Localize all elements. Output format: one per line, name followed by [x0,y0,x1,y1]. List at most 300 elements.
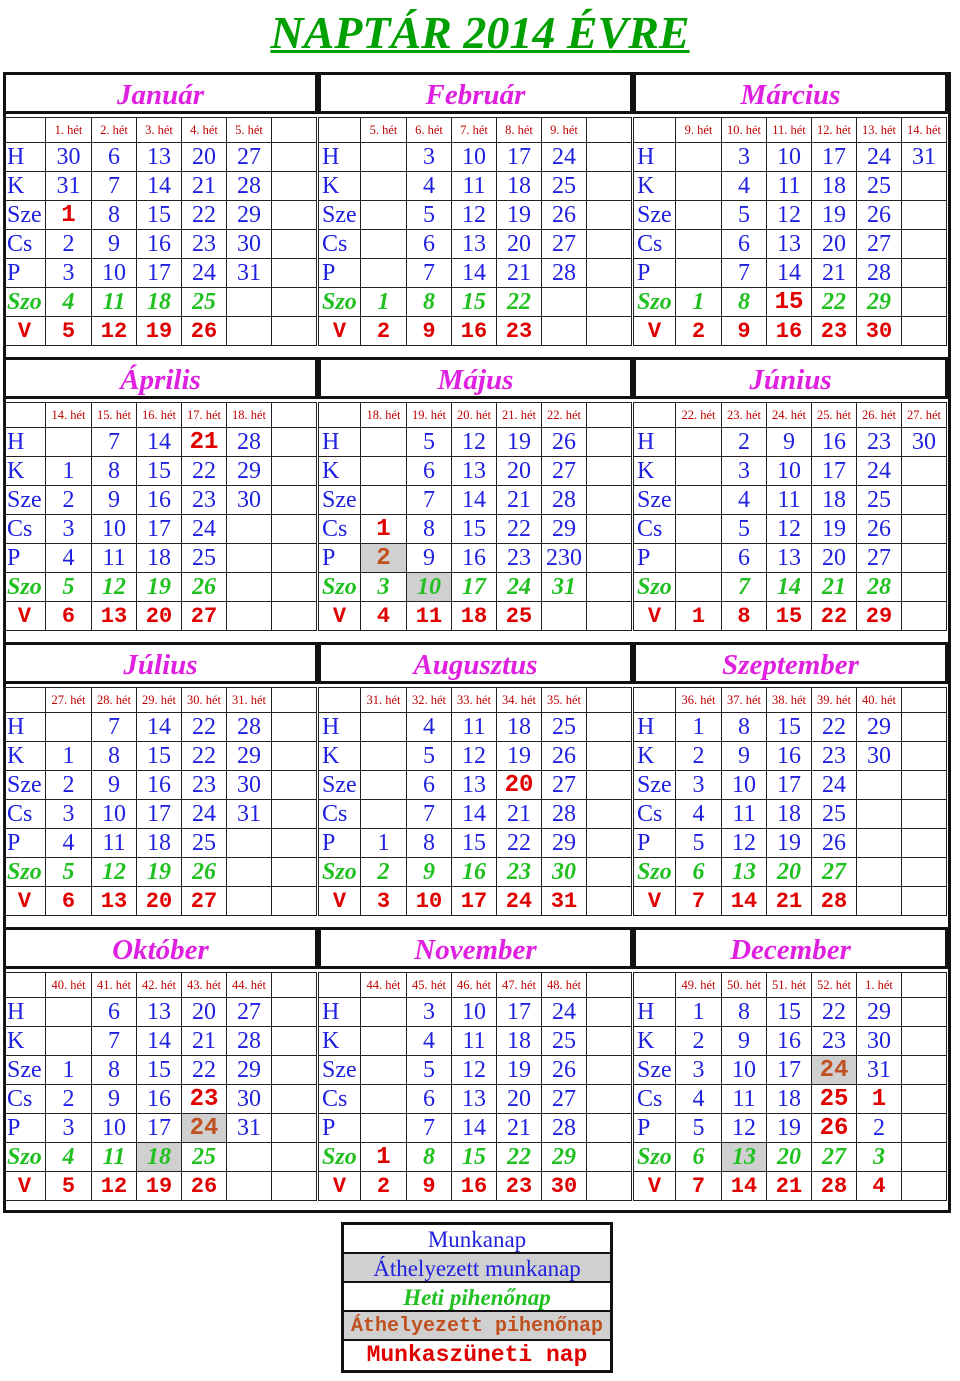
date-cell [902,515,947,544]
date-cell: 1 [676,288,722,317]
date-cell: 12 [92,858,137,887]
week-label-empty [319,118,361,143]
day-label: P [4,1114,46,1143]
date-cell: 8 [92,201,137,230]
date-cell: 15 [137,742,182,771]
date-cell [361,230,407,259]
date-cell: 27 [857,544,902,573]
date-cell: 2 [676,742,722,771]
month-block [318,927,633,1212]
date-cell [227,288,272,317]
date-cell: 10 [452,998,497,1027]
date-cell: 16 [812,428,857,457]
day-label: V [4,1172,46,1201]
day-label: K [634,1027,676,1056]
day-label: K [634,172,676,201]
date-cell: 17 [497,143,542,172]
date-cell: 23 [857,428,902,457]
date-cell: 21 [812,259,857,288]
day-label: P [634,1114,676,1143]
date-cell [227,573,272,602]
date-cell: 12 [92,573,137,602]
date-cell [46,1027,92,1056]
week-label-empty [4,403,46,428]
date-cell: 25 [182,288,227,317]
date-cell: 24 [812,1056,857,1085]
month-block [633,357,948,642]
date-cell: 13 [767,230,812,259]
date-cell: 7 [92,172,137,201]
date-cell: 17 [137,800,182,829]
date-cell: 8 [92,1056,137,1085]
date-cell [902,201,947,230]
date-cell [676,486,722,515]
date-cell [902,771,947,800]
date-cell [272,573,317,602]
date-cell: 24 [497,573,542,602]
date-cell [227,887,272,916]
week-number: 51. hét [767,973,812,998]
date-cell: 25 [542,172,587,201]
date-cell: 18 [812,172,857,201]
week-number [902,688,947,713]
month-block [3,927,318,1212]
date-cell: 13 [137,998,182,1027]
date-cell: 11 [722,800,767,829]
date-cell: 8 [407,1143,452,1172]
day-label: Cs [319,1085,361,1114]
legend-moved-workday: Áthelyezett munkanap [344,1254,610,1283]
date-cell: 18 [497,1027,542,1056]
date-cell: 22 [812,998,857,1027]
date-cell: 3 [857,1143,902,1172]
week-number: 2. hét [92,118,137,143]
date-cell: 6 [46,887,92,916]
date-cell: 30 [542,1172,587,1201]
day-label: K [4,742,46,771]
week-label-empty [634,688,676,713]
date-cell [587,800,632,829]
day-label: Cs [4,230,46,259]
date-cell: 18 [137,1143,182,1172]
week-number: 48. hét [542,973,587,998]
date-cell: 6 [722,544,767,573]
day-label: Sze [634,201,676,230]
date-cell: 8 [722,998,767,1027]
date-cell [46,713,92,742]
day-label: V [634,602,676,631]
date-cell: 31 [227,800,272,829]
date-cell: 24 [857,143,902,172]
week-number: 50. hét [722,973,767,998]
date-cell: 10 [92,1114,137,1143]
date-cell: 12 [452,1056,497,1085]
date-cell: 3 [722,457,767,486]
date-cell: 12 [722,829,767,858]
date-cell: 15 [137,1056,182,1085]
date-cell [587,143,632,172]
date-cell [361,486,407,515]
month-block [318,642,633,927]
date-cell: 9 [722,742,767,771]
week-number: 18. hét [227,403,272,428]
date-cell [587,1143,632,1172]
date-cell: 25 [812,1085,857,1114]
date-cell: 13 [722,858,767,887]
date-cell: 18 [452,602,497,631]
date-cell [587,1056,632,1085]
week-number [587,118,632,143]
date-cell: 27 [542,1085,587,1114]
month-block [633,927,948,1212]
day-label: Szo [634,1143,676,1172]
date-cell [227,1172,272,1201]
date-cell [227,317,272,346]
date-cell: 24 [182,259,227,288]
date-cell: 1 [361,515,407,544]
date-cell: 27 [812,1143,857,1172]
date-cell: 28 [542,1114,587,1143]
date-cell: 29 [857,713,902,742]
week-number: 22. hét [676,403,722,428]
date-cell: 17 [452,887,497,916]
date-cell [361,742,407,771]
date-cell: 29 [857,998,902,1027]
month-block [3,642,318,927]
week-number: 9. hét [676,118,722,143]
date-cell: 29 [227,201,272,230]
date-cell: 23 [497,1172,542,1201]
date-cell [272,1085,317,1114]
week-number: 42. hét [137,973,182,998]
date-cell: 23 [812,317,857,346]
day-label: Sze [634,1056,676,1085]
date-cell: 14 [767,573,812,602]
date-cell [272,1172,317,1201]
date-cell: 26 [182,858,227,887]
date-cell [272,771,317,800]
date-cell [857,771,902,800]
date-cell: 6 [407,457,452,486]
date-cell: 5 [407,201,452,230]
day-label: P [319,829,361,858]
date-cell: 30 [227,771,272,800]
date-cell [902,486,947,515]
date-cell: 29 [542,515,587,544]
date-cell: 5 [407,428,452,457]
date-cell: 20 [767,1143,812,1172]
date-cell: 28 [812,1172,857,1201]
day-label: V [319,602,361,631]
day-label: H [319,713,361,742]
date-cell [361,800,407,829]
week-number: 39. hét [812,688,857,713]
date-cell: 6 [407,771,452,800]
date-cell: 12 [452,428,497,457]
day-label: V [319,887,361,916]
date-cell: 21 [182,1027,227,1056]
day-label: Sze [4,201,46,230]
date-cell [902,713,947,742]
date-cell: 14 [452,800,497,829]
date-cell: 22 [497,515,542,544]
week-number: 7. hét [452,118,497,143]
week-number [902,973,947,998]
date-cell [902,1114,947,1143]
month-name: Február [318,72,633,114]
date-cell: 7 [407,800,452,829]
date-cell: 16 [452,858,497,887]
date-cell: 8 [407,515,452,544]
day-label: Szo [319,288,361,317]
week-number: 30. hét [182,688,227,713]
date-cell [227,544,272,573]
date-cell [902,573,947,602]
month-name: Október [3,927,318,969]
date-cell [272,742,317,771]
date-cell: 16 [137,771,182,800]
date-cell: 14 [452,259,497,288]
date-cell: 20 [812,230,857,259]
legend-workday: Munkanap [344,1225,610,1254]
date-cell [587,1085,632,1114]
date-cell [272,829,317,858]
date-cell: 29 [542,829,587,858]
date-cell: 22 [182,201,227,230]
date-cell: 12 [767,201,812,230]
week-label-empty [319,688,361,713]
week-label-empty [4,973,46,998]
date-cell: 9 [767,428,812,457]
date-cell: 16 [137,230,182,259]
week-label-empty [4,118,46,143]
date-cell: 9 [407,858,452,887]
date-cell: 3 [361,573,407,602]
date-cell [857,887,902,916]
week-number: 19. hét [407,403,452,428]
date-cell [587,1114,632,1143]
date-cell: 10 [407,887,452,916]
date-cell [587,259,632,288]
date-cell: 30 [227,1085,272,1114]
date-cell: 20 [812,544,857,573]
date-cell: 7 [722,573,767,602]
date-cell [227,515,272,544]
date-cell [587,486,632,515]
date-cell [676,259,722,288]
date-cell: 15 [767,998,812,1027]
week-number: 13. hét [857,118,902,143]
date-cell: 4 [676,800,722,829]
date-cell: 2 [722,428,767,457]
date-cell: 5 [676,829,722,858]
week-label-empty [634,403,676,428]
date-cell: 21 [812,573,857,602]
date-cell: 3 [407,998,452,1027]
date-cell: 10 [92,259,137,288]
date-cell [361,428,407,457]
date-cell: 4 [46,288,92,317]
date-cell: 30 [857,742,902,771]
date-cell: 1 [857,1085,902,1114]
day-label: Szo [319,1143,361,1172]
week-number: 3. hét [137,118,182,143]
date-cell: 14 [452,1114,497,1143]
date-cell: 27 [542,230,587,259]
day-label: Szo [4,858,46,887]
date-cell: 3 [46,800,92,829]
date-cell [857,800,902,829]
date-cell: 11 [452,713,497,742]
date-cell: 31 [902,143,947,172]
date-cell: 23 [182,771,227,800]
day-label: K [319,1027,361,1056]
date-cell [902,858,947,887]
date-cell: 13 [452,457,497,486]
date-cell: 5 [407,742,452,771]
week-label-empty [634,973,676,998]
week-number [272,118,317,143]
date-cell: 30 [857,1027,902,1056]
date-cell: 14 [137,1027,182,1056]
week-number: 14. hét [46,403,92,428]
day-label: Szo [634,288,676,317]
day-label: K [319,742,361,771]
date-cell: 10 [767,457,812,486]
week-number: 49. hét [676,973,722,998]
date-cell [272,887,317,916]
date-cell: 10 [407,573,452,602]
date-cell: 4 [722,172,767,201]
week-number [587,973,632,998]
week-number: 23. hét [722,403,767,428]
day-label: P [319,544,361,573]
date-cell: 2 [46,486,92,515]
date-cell: 19 [497,201,542,230]
date-cell [902,288,947,317]
day-label: V [634,317,676,346]
date-cell [587,515,632,544]
date-cell [272,143,317,172]
day-label: Cs [634,230,676,259]
date-cell: 16 [452,317,497,346]
week-number: 5. hét [361,118,407,143]
date-cell: 13 [767,544,812,573]
date-cell: 20 [182,998,227,1027]
week-number: 32. hét [407,688,452,713]
date-cell: 11 [92,544,137,573]
date-cell: 13 [92,602,137,631]
date-cell [676,573,722,602]
date-cell: 18 [137,544,182,573]
date-cell: 14 [137,428,182,457]
date-cell: 8 [92,742,137,771]
date-cell [361,1056,407,1085]
week-number: 14. hét [902,118,947,143]
date-cell: 3 [46,515,92,544]
day-label: P [4,259,46,288]
date-cell [902,230,947,259]
date-cell [272,486,317,515]
day-label: V [4,317,46,346]
date-cell: 26 [542,428,587,457]
date-cell: 19 [497,1056,542,1085]
week-number: 12. hét [812,118,857,143]
date-cell: 26 [182,317,227,346]
month-block [633,642,948,927]
date-cell: 16 [137,1085,182,1114]
date-cell: 31 [542,887,587,916]
date-cell: 2 [361,544,407,573]
date-cell: 26 [857,515,902,544]
week-number: 6. hét [407,118,452,143]
date-cell: 1 [46,742,92,771]
week-number: 9. hét [542,118,587,143]
day-label: Sze [319,771,361,800]
month-name: Január [3,72,318,114]
date-cell: 18 [497,713,542,742]
date-cell: 30 [227,230,272,259]
week-number: 10. hét [722,118,767,143]
date-cell: 31 [46,172,92,201]
week-number: 37. hét [722,688,767,713]
date-cell: 25 [542,713,587,742]
week-number: 36. hét [676,688,722,713]
date-cell [361,1027,407,1056]
date-cell [227,1143,272,1172]
date-cell: 19 [767,829,812,858]
month-name: Szeptember [633,642,948,684]
date-cell: 4 [407,172,452,201]
date-cell: 4 [361,602,407,631]
date-cell: 21 [767,1172,812,1201]
day-label: Szo [319,573,361,602]
week-number: 17. hét [182,403,227,428]
date-cell: 22 [497,288,542,317]
date-cell [902,1027,947,1056]
date-cell [272,515,317,544]
week-number: 41. hét [92,973,137,998]
date-cell: 4 [407,713,452,742]
week-number: 11. hét [767,118,812,143]
date-cell: 29 [227,1056,272,1085]
date-cell: 30 [46,143,92,172]
month-name: Június [633,357,948,399]
date-cell: 19 [767,1114,812,1143]
date-cell: 2 [361,858,407,887]
month-block [318,357,633,642]
date-cell [587,317,632,346]
date-cell: 8 [722,713,767,742]
week-number [272,688,317,713]
date-cell: 29 [857,288,902,317]
date-cell: 18 [812,486,857,515]
date-cell: 24 [182,800,227,829]
date-cell [587,544,632,573]
date-cell: 19 [497,428,542,457]
week-number: 16. hét [137,403,182,428]
date-cell: 12 [452,742,497,771]
date-cell: 22 [812,602,857,631]
date-cell: 20 [497,230,542,259]
page-title: NAPTÁR 2014 ÉVRE [270,7,690,58]
date-cell: 5 [722,201,767,230]
day-label: K [4,172,46,201]
date-cell: 27 [542,771,587,800]
date-cell [587,457,632,486]
week-number: 5. hét [227,118,272,143]
date-cell: 28 [542,486,587,515]
